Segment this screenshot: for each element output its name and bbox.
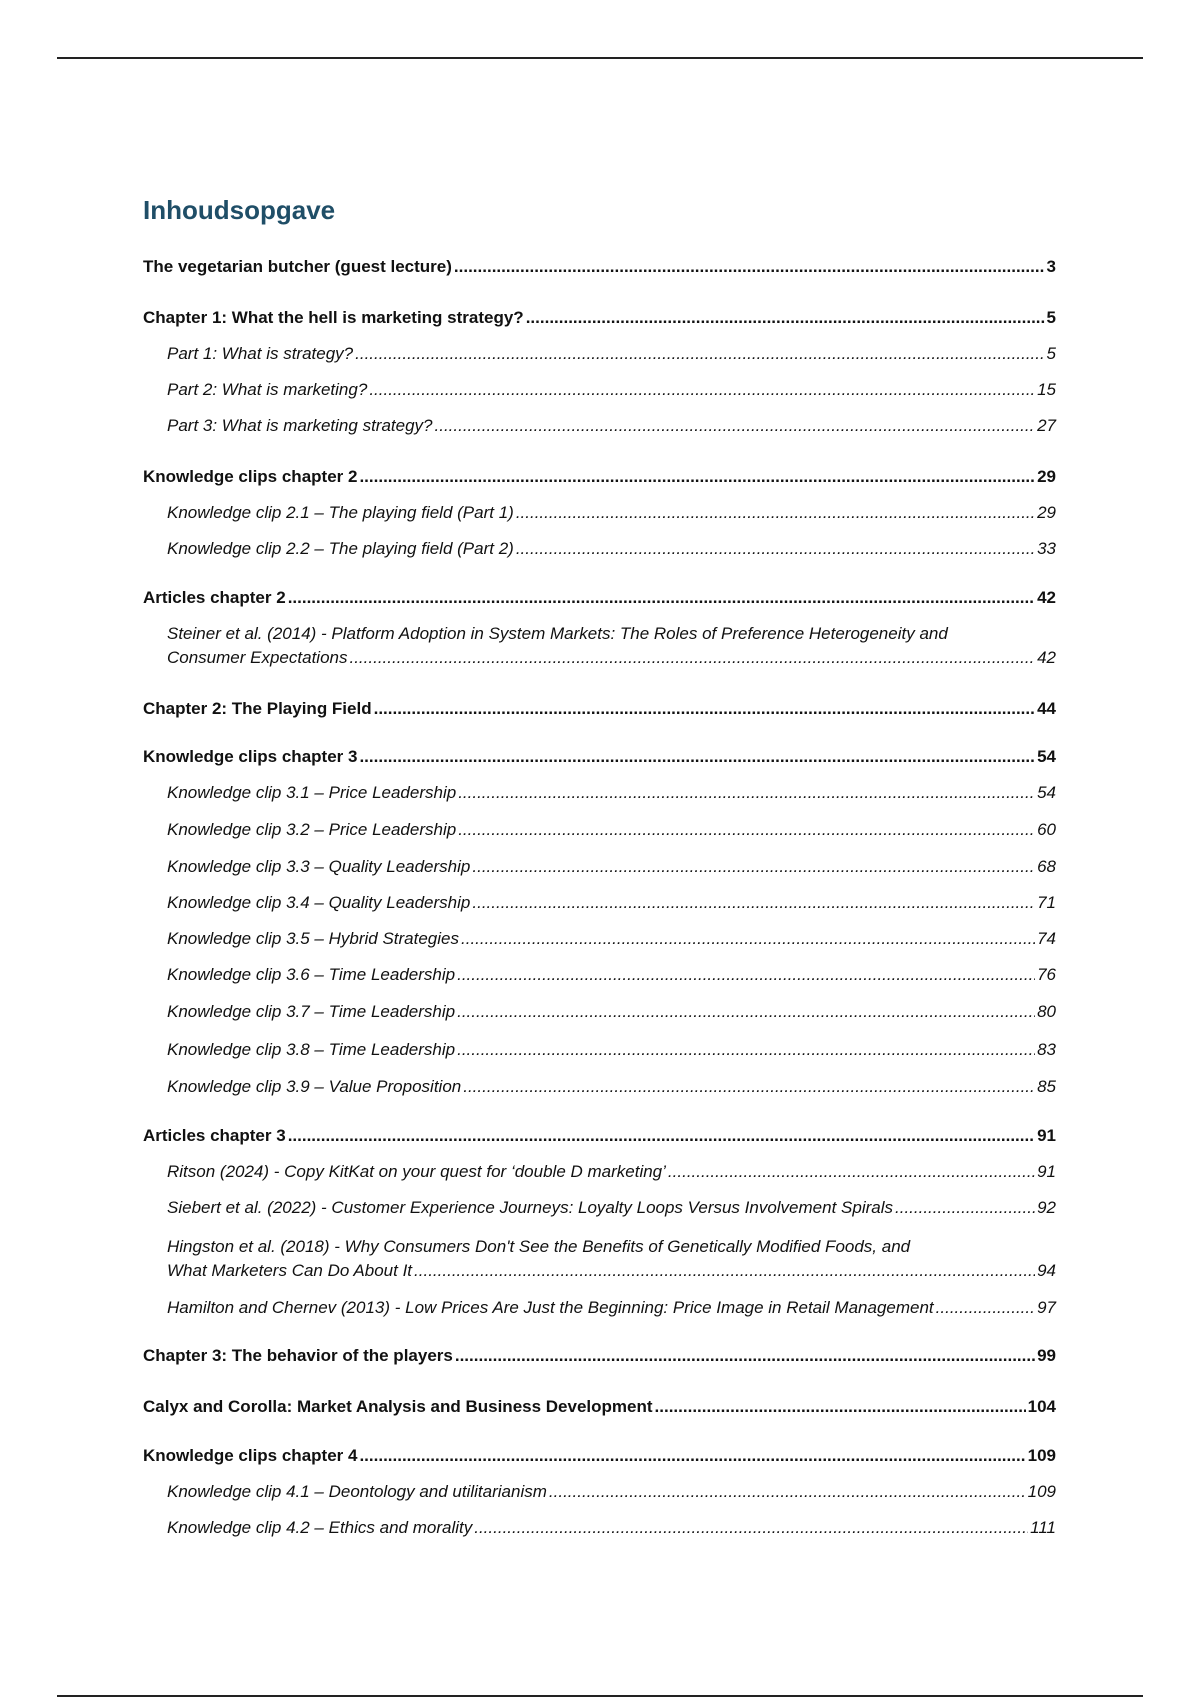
dot-leader (455, 1344, 1035, 1368)
toc-entry-label: Knowledge clip 3.5 – Hybrid Strategies (167, 929, 459, 948)
toc-entry-ritson-2024[interactable] (167, 1160, 1056, 1184)
dot-leader (895, 1196, 1035, 1220)
toc-entry-label: Consumer Expectations (167, 648, 348, 667)
toc-page-number: 74 (1037, 929, 1056, 948)
dot-leader (435, 414, 1036, 438)
toc-entry-clip-3-4[interactable] (167, 891, 1056, 915)
toc-entry-clip-3-5[interactable] (167, 927, 1056, 951)
dot-leader (359, 745, 1035, 769)
toc-entry-label: Chapter 1: What the hell is marketing strategy? (143, 308, 524, 327)
toc-entry-label: Part 3: What is marketing strategy? (167, 416, 433, 435)
toc-page-number: 33 (1037, 539, 1056, 558)
toc-entry-label: What Marketers Can Do About It (167, 1261, 413, 1280)
toc-page-number: 42 (1037, 588, 1056, 607)
toc-entry-label: Knowledge clip 3.2 – Price Leadership (167, 820, 457, 839)
toc-entry-clip-4-2[interactable] (167, 1516, 1056, 1540)
dot-leader (359, 1444, 1025, 1468)
dot-leader (936, 1296, 1035, 1320)
toc-page-number: 60 (1037, 820, 1056, 839)
dot-leader (472, 891, 1035, 915)
toc-entry-label: Ritson (2024) - Copy KitKat on your quest for ‘double D marketing’ (167, 1162, 666, 1181)
dot-leader (655, 1395, 1026, 1419)
dot-leader (526, 306, 1045, 330)
toc-entry-label: Knowledge clip 3.8 – Time Leadership (167, 1040, 456, 1059)
toc-entry-label: Calyx and Corolla: Market Analysis and Business Development (143, 1397, 653, 1416)
toc-entry-label-line-1: Hingston et al. (2018) - Why Consumers Don't See the Benefits of Genetically Modified Foods, and (167, 1237, 911, 1256)
dot-leader (369, 378, 1035, 402)
dot-leader (288, 586, 1035, 610)
toc-entry-chapter-3[interactable] (143, 1344, 1056, 1368)
toc-page-number: 76 (1037, 965, 1056, 984)
toc-entry-label: Knowledge clips chapter 3 (143, 747, 358, 766)
toc-entry-clip-3-3[interactable] (167, 855, 1056, 879)
toc-page-number: 109 (1027, 1446, 1056, 1465)
toc-page-number: 5 (1046, 344, 1056, 363)
toc-page-number: 42 (1037, 648, 1056, 667)
toc-page-number: 29 (1037, 467, 1056, 486)
toc-entry-clip-2-2[interactable] (167, 537, 1056, 561)
toc-entry-clip-3-2[interactable] (167, 818, 1056, 842)
toc-page-number: 54 (1037, 747, 1056, 766)
toc-entry-part-2[interactable] (167, 378, 1056, 402)
dot-leader (355, 342, 1044, 366)
toc-entry-articles-chapter-3[interactable] (143, 1124, 1056, 1148)
dot-leader (472, 855, 1035, 879)
toc-entry-label: Knowledge clip 3.6 – Time Leadership (167, 965, 456, 984)
toc-entry-label: Knowledge clip 4.2 – Ethics and morality (167, 1518, 473, 1537)
toc-entry-label: Knowledge clip 2.1 – The playing field (Part 1) (167, 503, 514, 522)
toc-entry-label: Part 1: What is strategy? (167, 344, 354, 363)
toc-entry-label: Part 2: What is marketing? (167, 380, 368, 399)
toc-entry-clip-3-7[interactable] (167, 1000, 1056, 1024)
toc-entry-hamilton-chernev-2013[interactable] (167, 1296, 1056, 1320)
toc-page-number: 91 (1037, 1126, 1056, 1145)
dot-leader (458, 781, 1035, 805)
toc-page-number: 68 (1037, 857, 1056, 876)
toc-entry-steiner-2014[interactable] (167, 622, 1056, 670)
toc-entry-calyx-corolla[interactable] (143, 1395, 1056, 1419)
toc-entry-part-3[interactable] (167, 414, 1056, 438)
toc-page-number: 94 (1037, 1261, 1056, 1280)
dot-leader (463, 1075, 1035, 1099)
toc-entry-label: The vegetarian butcher (guest lecture) (143, 257, 452, 276)
toc-entry-clip-3-6[interactable] (167, 963, 1056, 987)
toc-entry-label: Chapter 3: The behavior of the players (143, 1346, 453, 1365)
dot-leader (414, 1259, 1035, 1283)
toc-entry-clip-2-1[interactable] (167, 501, 1056, 525)
toc-entry-label-line-1: Steiner et al. (2014) - Platform Adoption in System Markets: The Roles of Preference Heterogeneity and (167, 624, 948, 643)
toc-entry-part-1[interactable] (167, 342, 1056, 366)
toc-entry-clip-3-1[interactable] (167, 781, 1056, 805)
toc-entry-siebert-2022[interactable] (167, 1196, 1056, 1220)
toc-page-number: 27 (1037, 416, 1056, 435)
toc-page-number: 15 (1037, 380, 1056, 399)
dot-leader (668, 1160, 1035, 1184)
toc-page-number: 111 (1030, 1518, 1056, 1537)
dot-leader (458, 818, 1035, 842)
dot-leader (288, 1124, 1035, 1148)
toc-page-number: 83 (1037, 1040, 1056, 1059)
toc-entry-chapter-1[interactable] (143, 306, 1056, 330)
toc-entry-knowledge-clips-chapter-4[interactable] (143, 1444, 1056, 1468)
dot-leader (457, 963, 1035, 987)
dot-leader (349, 646, 1035, 670)
dot-leader (474, 1516, 1028, 1540)
dot-leader (454, 255, 1045, 279)
toc-page-number: 29 (1037, 503, 1056, 522)
toc-entry-hingston-2018[interactable] (167, 1235, 1056, 1283)
toc-entry-label: Knowledge clips chapter 4 (143, 1446, 358, 1465)
toc-page-number: 109 (1027, 1482, 1056, 1501)
toc-entry-label: Siebert et al. (2022) - Customer Experience Journeys: Loyalty Loops Versus Involvement Spirals (167, 1198, 893, 1217)
toc-entry-clip-3-9[interactable] (167, 1075, 1056, 1099)
toc-title: Inhoudsopgave (143, 195, 336, 225)
toc-page-number: 91 (1037, 1162, 1056, 1181)
toc-page-number: 99 (1037, 1346, 1056, 1365)
toc-page-number: 97 (1037, 1298, 1056, 1317)
toc-entry-label: Knowledge clip 3.4 – Quality Leadership (167, 893, 471, 912)
toc-page-number: 54 (1037, 783, 1056, 802)
dot-leader (516, 537, 1035, 561)
toc-page-number: 85 (1037, 1077, 1056, 1096)
toc-entry-chapter-2[interactable] (143, 697, 1056, 721)
toc-entry-label: Knowledge clip 2.2 – The playing field (Part 2) (167, 539, 514, 558)
toc-entry-knowledge-clips-chapter-3[interactable] (143, 745, 1056, 769)
toc-page-number: 71 (1037, 893, 1056, 912)
dot-leader (359, 465, 1035, 489)
dot-leader (516, 501, 1035, 525)
toc-entry-clip-3-8[interactable] (167, 1038, 1056, 1062)
toc-entry-label: Articles chapter 2 (143, 588, 286, 607)
toc-entry-knowledge-clips-chapter-2[interactable] (143, 465, 1056, 489)
toc-entry-label: Knowledge clip 3.9 – Value Proposition (167, 1077, 462, 1096)
toc-page-number: 3 (1046, 257, 1056, 276)
footer-rule (57, 1695, 1143, 1697)
dot-leader (374, 697, 1035, 721)
toc-entry-label: Hamilton and Chernev (2013) - Low Prices Are Just the Beginning: Price Image in Retail Management (167, 1298, 934, 1317)
dot-leader (457, 1000, 1035, 1024)
toc-entry-label: Knowledge clip 4.1 – Deontology and utilitarianism (167, 1482, 547, 1501)
dot-leader (461, 927, 1035, 951)
toc-entry-vegetarian-butcher[interactable] (143, 255, 1056, 279)
header-rule (57, 57, 1143, 59)
toc-entry-label: Knowledge clip 3.1 – Price Leadership (167, 783, 457, 802)
toc-entry-clip-4-1[interactable] (167, 1480, 1056, 1504)
toc-page-number: 44 (1037, 699, 1056, 718)
dot-leader (549, 1480, 1026, 1504)
toc-page-number: 80 (1037, 1002, 1056, 1021)
toc-page-number: 92 (1037, 1198, 1056, 1217)
toc-entry-label: Chapter 2: The Playing Field (143, 699, 372, 718)
toc-entry-label: Knowledge clip 3.3 – Quality Leadership (167, 857, 471, 876)
toc-entry-label: Knowledge clip 3.7 – Time Leadership (167, 1002, 456, 1021)
toc-entry-articles-chapter-2[interactable] (143, 586, 1056, 610)
toc-entry-label: Articles chapter 3 (143, 1126, 286, 1145)
dot-leader (457, 1038, 1035, 1062)
toc-entry-label: Knowledge clips chapter 2 (143, 467, 358, 486)
toc-page-number: 104 (1027, 1397, 1056, 1416)
toc-page-number: 5 (1046, 308, 1056, 327)
